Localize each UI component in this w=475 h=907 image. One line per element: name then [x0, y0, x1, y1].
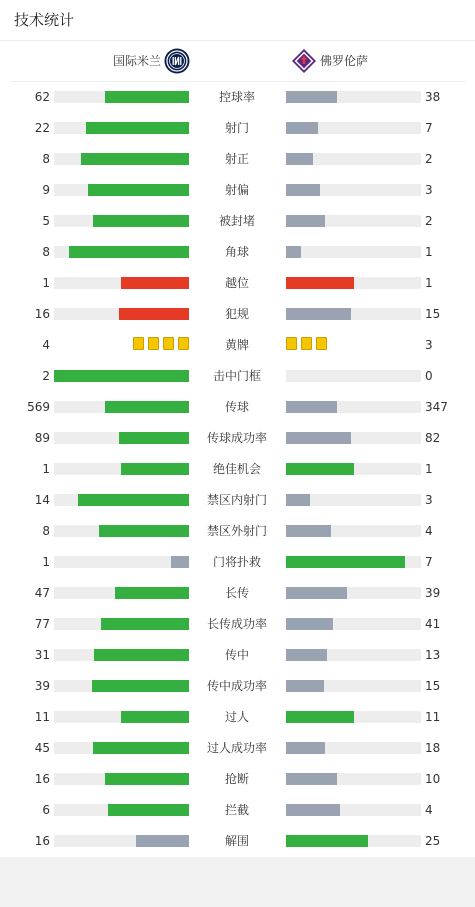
away-stat-bar — [286, 370, 421, 382]
home-team-name: 国际米兰 — [112, 54, 161, 68]
home-stat-value: 9 — [42, 183, 50, 197]
home-stat-bar — [54, 401, 189, 413]
away-stat-value: 2 — [425, 214, 433, 228]
stat-label: 禁区内射门 — [206, 493, 267, 507]
home-stat-bar — [54, 463, 189, 475]
stat-label: 射门 — [224, 121, 249, 135]
home-stat-bar-fill — [105, 91, 189, 103]
away-team[interactable] — [291, 48, 368, 74]
home-stat-value: 569 — [27, 400, 50, 414]
stat-row — [0, 671, 475, 702]
home-stat-value: 16 — [34, 772, 50, 786]
yellow-card-icon — [148, 337, 159, 350]
home-stat-value: 22 — [34, 121, 50, 135]
stat-label: 绝佳机会 — [212, 462, 261, 476]
home-stat-bar — [54, 525, 189, 537]
away-stat-value: 4 — [425, 524, 433, 538]
away-stat-bar-fill — [286, 618, 333, 630]
away-stat-value: 347 — [425, 400, 448, 414]
away-stat-bar — [286, 742, 421, 754]
away-stat-bar — [286, 153, 421, 165]
away-stat-value: 3 — [425, 493, 433, 507]
yellow-card-icon — [133, 337, 144, 350]
away-stat-value: 11 — [425, 710, 441, 724]
stat-row — [0, 826, 475, 857]
away-stat-bar-fill — [286, 680, 324, 692]
home-stat-bar — [54, 680, 189, 692]
home-stat-bar — [54, 494, 189, 506]
stat-label: 过人 — [224, 710, 249, 724]
home-stat-value: 14 — [34, 493, 50, 507]
away-stat-bar-fill — [286, 153, 313, 165]
home-stat-bar — [54, 587, 189, 599]
away-stat-bar-fill — [286, 184, 320, 196]
away-stat-bar — [286, 556, 421, 568]
away-stat-value: 4 — [425, 803, 433, 817]
away-stat-bar-fill — [286, 401, 337, 413]
stat-label: 传球 — [224, 400, 249, 414]
stat-row — [0, 516, 475, 547]
stat-label: 越位 — [224, 276, 249, 290]
away-stat-bar-fill — [286, 804, 340, 816]
stat-label: 射偏 — [224, 183, 249, 197]
home-stat-bar — [54, 122, 189, 134]
home-stat-value: 8 — [42, 152, 50, 166]
home-stat-bar-fill — [119, 432, 189, 444]
home-stat-bar-fill — [121, 277, 189, 289]
away-stat-bar-fill — [286, 835, 368, 847]
home-stat-bar-fill — [81, 153, 189, 165]
stat-row — [0, 702, 475, 733]
home-stat-bar — [54, 649, 189, 661]
yellow-card-icon — [316, 337, 327, 350]
home-stat-bar-fill — [171, 556, 189, 568]
home-stat-value: 16 — [34, 307, 50, 321]
away-stat-value: 82 — [425, 431, 441, 445]
away-stat-bar-fill — [286, 246, 301, 258]
away-stat-bar — [286, 463, 421, 475]
home-stat-bar — [54, 184, 189, 196]
stat-label: 黄牌 — [224, 338, 249, 352]
fiorentina-logo-icon — [291, 48, 317, 74]
stat-label: 控球率 — [218, 90, 255, 104]
stat-row — [0, 609, 475, 640]
away-stat-bar-fill — [286, 308, 351, 320]
home-stat-bar — [54, 432, 189, 444]
stat-row — [0, 144, 475, 175]
stat-row — [0, 392, 475, 423]
home-stat-bar — [54, 618, 189, 630]
home-stat-bar-fill — [78, 494, 189, 506]
away-stat-value: 1 — [425, 276, 433, 290]
stat-row — [0, 299, 475, 330]
stat-label: 抢断 — [224, 772, 249, 786]
home-stat-bar-fill — [92, 680, 189, 692]
away-stat-bar — [286, 680, 421, 692]
home-stat-bar — [54, 742, 189, 754]
home-yellow-cards — [133, 337, 189, 351]
home-stat-bar-fill — [108, 804, 189, 816]
away-stat-value: 0 — [425, 369, 433, 383]
away-stat-bar-fill — [286, 556, 405, 568]
stat-row — [0, 237, 475, 268]
home-stat-bar — [54, 153, 189, 165]
away-stat-bar-fill — [286, 215, 325, 227]
home-stat-bar-fill — [105, 401, 189, 413]
home-stat-value: 6 — [42, 803, 50, 817]
home-stat-bar-fill — [101, 618, 189, 630]
away-stat-value: 7 — [425, 121, 433, 135]
away-stat-bar — [286, 432, 421, 444]
stats-list — [0, 82, 475, 857]
home-stat-bar-fill — [121, 711, 189, 723]
home-stat-bar — [54, 711, 189, 723]
away-stat-value: 3 — [425, 338, 433, 352]
away-stat-value: 15 — [425, 679, 441, 693]
away-stat-bar — [286, 277, 421, 289]
away-stat-value: 1 — [425, 462, 433, 476]
stat-row — [0, 361, 475, 392]
stat-label: 拦截 — [224, 803, 249, 817]
yellow-card-icon — [178, 337, 189, 350]
home-stat-value: 8 — [42, 524, 50, 538]
away-yellow-cards — [286, 337, 327, 351]
stat-label: 长传 — [224, 586, 249, 600]
away-stat-value: 7 — [425, 555, 433, 569]
stat-label: 传中 — [224, 648, 249, 662]
home-stat-bar — [54, 370, 189, 382]
stat-row — [0, 82, 475, 113]
stat-label: 门将扑救 — [212, 555, 261, 569]
away-stat-bar-fill — [286, 649, 327, 661]
stat-row — [0, 454, 475, 485]
home-stat-value: 8 — [42, 245, 50, 259]
stat-row — [0, 175, 475, 206]
home-stat-bar-fill — [93, 742, 189, 754]
home-stat-value: 45 — [34, 741, 50, 755]
home-stat-bar-fill — [94, 649, 189, 661]
home-stat-bar — [54, 215, 189, 227]
stat-label: 射正 — [224, 152, 249, 166]
stat-row — [0, 268, 475, 299]
stat-label: 禁区外射门 — [206, 524, 267, 538]
away-stat-bar — [286, 525, 421, 537]
away-stat-bar-fill — [286, 277, 354, 289]
away-stat-bar-fill — [286, 122, 318, 134]
home-stat-bar-fill — [86, 122, 189, 134]
home-stat-value: 39 — [34, 679, 50, 693]
away-stat-value: 38 — [425, 90, 441, 104]
home-stat-value: 11 — [34, 710, 50, 724]
away-stat-bar — [286, 804, 421, 816]
away-stat-bar — [286, 215, 421, 227]
away-stat-bar — [286, 91, 421, 103]
stat-row — [0, 330, 475, 361]
stat-row — [0, 206, 475, 237]
stat-row — [0, 733, 475, 764]
home-stat-bar-fill — [99, 525, 189, 537]
home-stat-value: 47 — [34, 586, 50, 600]
stat-label: 被封堵 — [218, 214, 255, 228]
away-stat-bar — [286, 649, 421, 661]
home-stat-bar — [54, 773, 189, 785]
home-stat-bar — [54, 835, 189, 847]
stat-label: 角球 — [224, 245, 249, 259]
home-stat-bar-fill — [119, 308, 189, 320]
home-team[interactable] — [113, 48, 190, 74]
home-stat-value: 1 — [42, 555, 50, 569]
away-stat-value: 3 — [425, 183, 433, 197]
home-stat-value: 77 — [34, 617, 50, 631]
away-stat-value: 15 — [425, 307, 441, 321]
away-stat-value: 39 — [425, 586, 441, 600]
away-stat-bar-fill — [286, 587, 347, 599]
home-stat-bar — [54, 277, 189, 289]
home-stat-value: 1 — [42, 276, 50, 290]
inter-logo-icon — [164, 48, 190, 74]
home-stat-bar-fill — [105, 773, 189, 785]
away-stat-value: 1 — [425, 245, 433, 259]
stat-label: 解围 — [224, 834, 249, 848]
home-stat-bar — [54, 308, 189, 320]
away-stat-bar-fill — [286, 525, 331, 537]
home-stat-value: 89 — [34, 431, 50, 445]
stat-row — [0, 795, 475, 826]
yellow-card-icon — [301, 337, 312, 350]
home-stat-bar — [54, 246, 189, 258]
stat-label: 过人成功率 — [206, 741, 267, 755]
home-stat-bar — [54, 804, 189, 816]
away-stat-bar-fill — [286, 711, 354, 723]
away-stat-bar — [286, 308, 421, 320]
stat-label: 传中成功率 — [206, 679, 267, 693]
away-stat-bar — [286, 835, 421, 847]
away-stat-bar-fill — [286, 494, 310, 506]
away-stat-bar — [286, 184, 421, 196]
away-stat-bar — [286, 494, 421, 506]
home-stat-value: 1 — [42, 462, 50, 476]
home-stat-bar-fill — [115, 587, 189, 599]
stat-row — [0, 547, 475, 578]
home-stat-bar-fill — [54, 370, 189, 382]
yellow-card-icon — [286, 337, 297, 350]
home-stat-bar — [54, 91, 189, 103]
away-stat-value: 41 — [425, 617, 441, 631]
home-stat-value: 16 — [34, 834, 50, 848]
away-stat-bar — [286, 401, 421, 413]
home-stat-bar-fill — [69, 246, 189, 258]
home-stat-value: 2 — [42, 369, 50, 383]
away-stat-bar-fill — [286, 742, 325, 754]
away-team-name: 佛罗伦萨 — [320, 54, 369, 68]
home-stat-value: 4 — [42, 338, 50, 352]
away-stat-value: 2 — [425, 152, 433, 166]
stat-row — [0, 423, 475, 454]
home-stat-bar-fill — [136, 835, 189, 847]
away-stat-bar — [286, 711, 421, 723]
away-stat-bar-fill — [286, 432, 351, 444]
away-stat-bar-fill — [286, 463, 354, 475]
stat-row — [0, 578, 475, 609]
away-stat-value: 13 — [425, 648, 441, 662]
stat-label: 击中门框 — [212, 369, 261, 383]
away-stat-value: 25 — [425, 834, 441, 848]
header-divider — [0, 40, 475, 41]
stat-row — [0, 485, 475, 516]
away-stat-bar — [286, 587, 421, 599]
away-stat-bar-fill — [286, 773, 337, 785]
away-stat-bar — [286, 246, 421, 258]
away-stat-bar — [286, 618, 421, 630]
home-stat-bar — [54, 556, 189, 568]
page-title: 技术统计 — [14, 11, 75, 29]
away-stat-bar — [286, 773, 421, 785]
yellow-card-icon — [163, 337, 174, 350]
stat-label: 犯规 — [224, 307, 249, 321]
away-stat-bar-fill — [286, 91, 337, 103]
stat-label: 长传成功率 — [206, 617, 267, 631]
away-stat-bar — [286, 122, 421, 134]
home-stat-bar-fill — [121, 463, 189, 475]
home-stat-bar-fill — [93, 215, 189, 227]
away-stat-value: 10 — [425, 772, 441, 786]
stat-row — [0, 640, 475, 671]
stat-label: 传球成功率 — [206, 431, 267, 445]
home-stat-value: 62 — [34, 90, 50, 104]
home-stat-bar-fill — [88, 184, 189, 196]
away-stat-value: 18 — [425, 741, 441, 755]
stat-row — [0, 113, 475, 144]
stat-row — [0, 764, 475, 795]
home-stat-value: 5 — [42, 214, 50, 228]
home-stat-value: 31 — [34, 648, 50, 662]
